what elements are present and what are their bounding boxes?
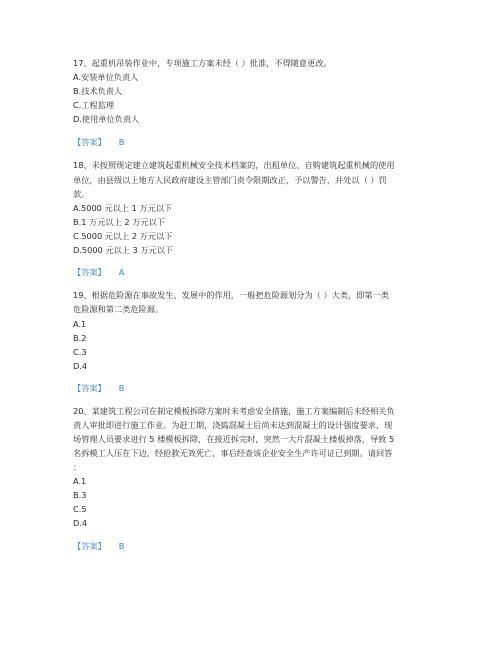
question-17-option-c: C.工程监理 [73,100,115,110]
answer-label: 【答案】 [73,137,106,147]
question-18-option-b: B.1 万元以上 2 万元以下 [73,217,165,227]
question-19-option-d: D.4 [73,361,88,371]
question-20-answer [73,541,124,551]
question-20-option-c: C.5 [73,504,87,514]
question-18-option-a: A.5000 元以上 1 万元以下 [73,203,173,213]
question-17-option-d: D.使用单位负责人 [73,114,140,124]
question-19-answer [73,383,124,393]
question-17-option-a: A.安装单位负责人 [73,72,139,82]
answer-value: B [118,137,125,147]
answer-value: B [118,383,125,393]
answer-label: 【答案】 [73,541,106,551]
question-18-stem-line-2: 单位，由县级以上地方人民政府建设主管部门责令限期改正，予以警告，并处以（ ）罚 [73,175,387,185]
question-17-stem: 17、起重机吊装作业中，专项施工方案未经（ ）批准，不得随意更改。 [73,58,332,68]
question-20-option-d: D.4 [73,518,88,528]
answer-value: B [118,541,125,551]
question-19-stem-line-1: 19、根据危险源在事故发生、发展中的作用，一般把危险源划分为（ ）大类，即第一类 [73,290,389,300]
answer-label: 【答案】 [73,383,106,393]
question-20-stem-line-3: 场管理人员要求进行 5 楼模板拆除，在接近拆完时，突然一大片混凝土楼板掉落，导致 5 [73,434,395,444]
answer-label: 【答案】 [73,267,106,277]
question-18-option-d: D.5000 元以上 3 万元以下 [73,245,174,255]
question-20-stem-line-2: 责人审批即进行施工作业。为赶工期，浇捣混凝土后尚未达到混凝土的设计强度要求，现 [73,420,393,430]
question-20-stem-line-5: ： [73,462,82,472]
question-20-stem-line-1: 20、某建筑工程公司在制定模板拆除方案时未考虑安全措施，施工方案编制后未经相关负 [73,406,395,416]
question-20-stem-line-4: 名拆模工人压在下边，经抢救无效死亡，事后经查该企业安全生产许可证已到期。请回答 [73,448,393,458]
question-18-stem-line-1: 18、未按照规定建立建筑起重机械安全技术档案的，出租单位、自购建筑起重机械的使用 [73,160,395,170]
question-18-stem-line-3: 款。 [73,189,90,199]
question-17-answer [73,137,124,147]
question-19-option-b: B.2 [73,333,87,343]
question-20-option-a: A.1 [73,476,87,486]
question-18-option-c: C.5000 元以上 2 万元以下 [73,231,173,241]
question-19-option-a: A.1 [73,319,87,329]
question-19-option-c: C.3 [73,347,87,357]
answer-value: A [118,267,125,277]
question-17-option-b: B.技术负责人 [73,86,123,96]
question-19-stem-line-2: 危险源和第二类危险源。 [73,304,164,314]
question-18-answer [73,267,124,277]
question-20-option-b: B.3 [73,490,87,500]
